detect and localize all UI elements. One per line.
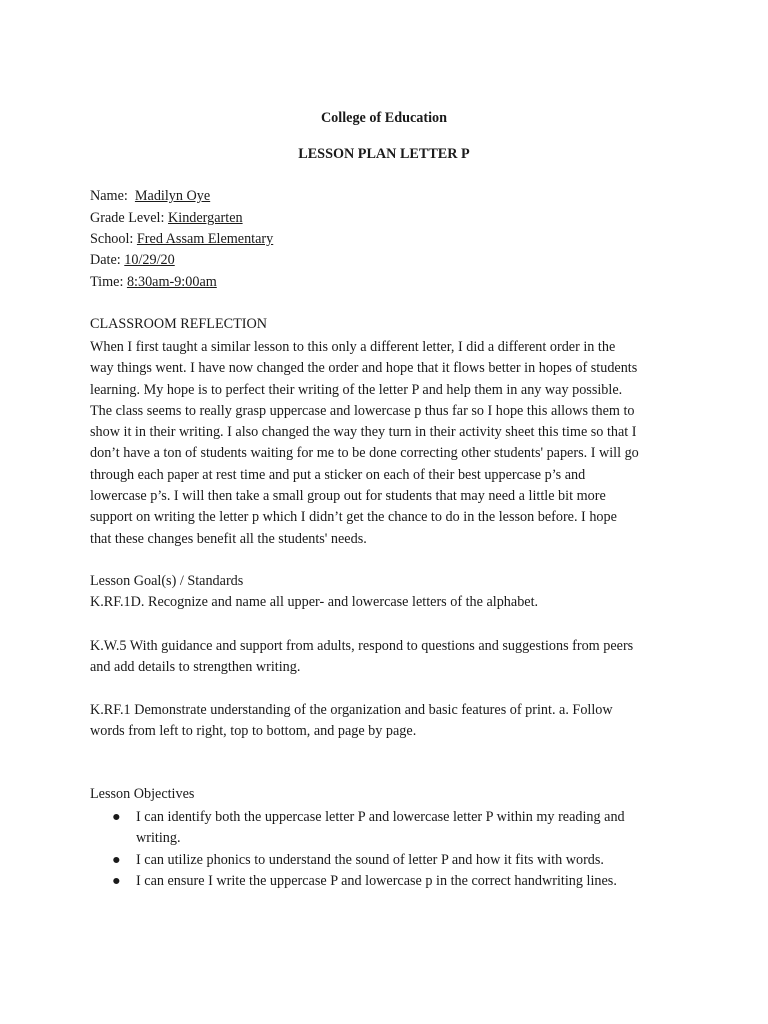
school-label: School: xyxy=(90,231,134,247)
bullet-icon: ● xyxy=(112,809,121,825)
grade-row xyxy=(90,210,243,227)
objectives-heading: Lesson Objectives xyxy=(90,786,195,802)
name-label: Name: xyxy=(90,188,128,204)
list-item xyxy=(90,850,690,871)
grade-value: Kindergarten xyxy=(168,210,243,226)
objective-line: I can ensure I write the uppercase P and lowercase p in the correct handwriting lines. xyxy=(136,872,617,889)
reflection-line: way things went. I have now changed the order and hope that it flows better in hopes of students xyxy=(90,360,638,377)
standard-line: and add details to strengthen writing. xyxy=(90,659,301,676)
list-item xyxy=(90,871,690,892)
school-row xyxy=(90,231,273,248)
standard-krf1 xyxy=(90,700,690,743)
objective-line: I can utilize phonics to understand the sound of letter P and how it fits with words. xyxy=(136,851,604,868)
date-label: Date: xyxy=(90,252,121,268)
college-heading: College of Education xyxy=(320,110,448,126)
bullet-icon: ● xyxy=(112,872,121,889)
date-value: 10/29/20 xyxy=(124,252,175,268)
reflection-heading: CLASSROOM REFLECTION xyxy=(90,316,267,332)
objective-line: I can identify both the uppercase letter P and lowercase letter P within my reading and xyxy=(136,809,625,825)
time-label: Time: xyxy=(90,274,124,290)
reflection-paragraph xyxy=(90,337,690,550)
list-item xyxy=(90,807,690,850)
reflection-line: When I first taught a similar lesson to this only a different letter, I did a different order in the xyxy=(90,339,616,355)
standard-kw5 xyxy=(90,636,690,679)
standard-krf1d: K.RF.1D. Recognize and name all upper- and lowercase letters of the alphabet. xyxy=(90,594,539,610)
reflection-line: lowercase p’s. I will then take a small group out for students that may need a little bit more xyxy=(90,488,606,505)
reflection-line: support on writing the letter p which I didn’t get the chance to do in the lesson before. I hope xyxy=(90,509,617,526)
objective-line: writing. xyxy=(136,830,181,847)
bullet-icon: ● xyxy=(112,851,121,868)
objectives-list xyxy=(90,807,690,892)
lesson-title: LESSON PLAN LETTER P xyxy=(298,146,470,162)
reflection-line: The class seems to really grasp uppercase and lowercase p thus far so I hope this allows them to xyxy=(90,402,635,419)
time-value: 8:30am-9:00am xyxy=(126,274,217,290)
time-row xyxy=(90,274,217,291)
name-row xyxy=(90,188,210,205)
reflection-line: learning. My hope is to perfect their writing of the letter P and help them in any way possible. xyxy=(90,381,623,398)
date-row xyxy=(90,252,175,269)
reflection-line: that these changes benefit all the students' needs. xyxy=(90,530,367,547)
standard-line: K.RF.1 Demonstrate understanding of the organization and basic features of print. a. Follow xyxy=(90,702,613,718)
goals-heading: Lesson Goal(s) / Standards xyxy=(90,573,244,589)
reflection-line: show it in their writing. I also changed the way they turn in their activity sheet this time so that I xyxy=(90,424,637,441)
grade-label: Grade Level: xyxy=(90,210,165,226)
school-value: Fred Assam Elementary xyxy=(136,231,274,247)
reflection-line: don’t have a ton of students waiting for me to be done correcting other students' papers. I will go xyxy=(90,445,639,462)
standard-line: words from left to right, top to bottom, and page by page. xyxy=(90,723,417,740)
standard-line: K.W.5 With guidance and support from adults, respond to questions and suggestions from peers xyxy=(90,638,634,654)
name-value: Madilyn Oye xyxy=(134,188,211,204)
reflection-line: through each paper at rest time and put a sticker on each of their best uppercase p’s and xyxy=(90,466,586,483)
